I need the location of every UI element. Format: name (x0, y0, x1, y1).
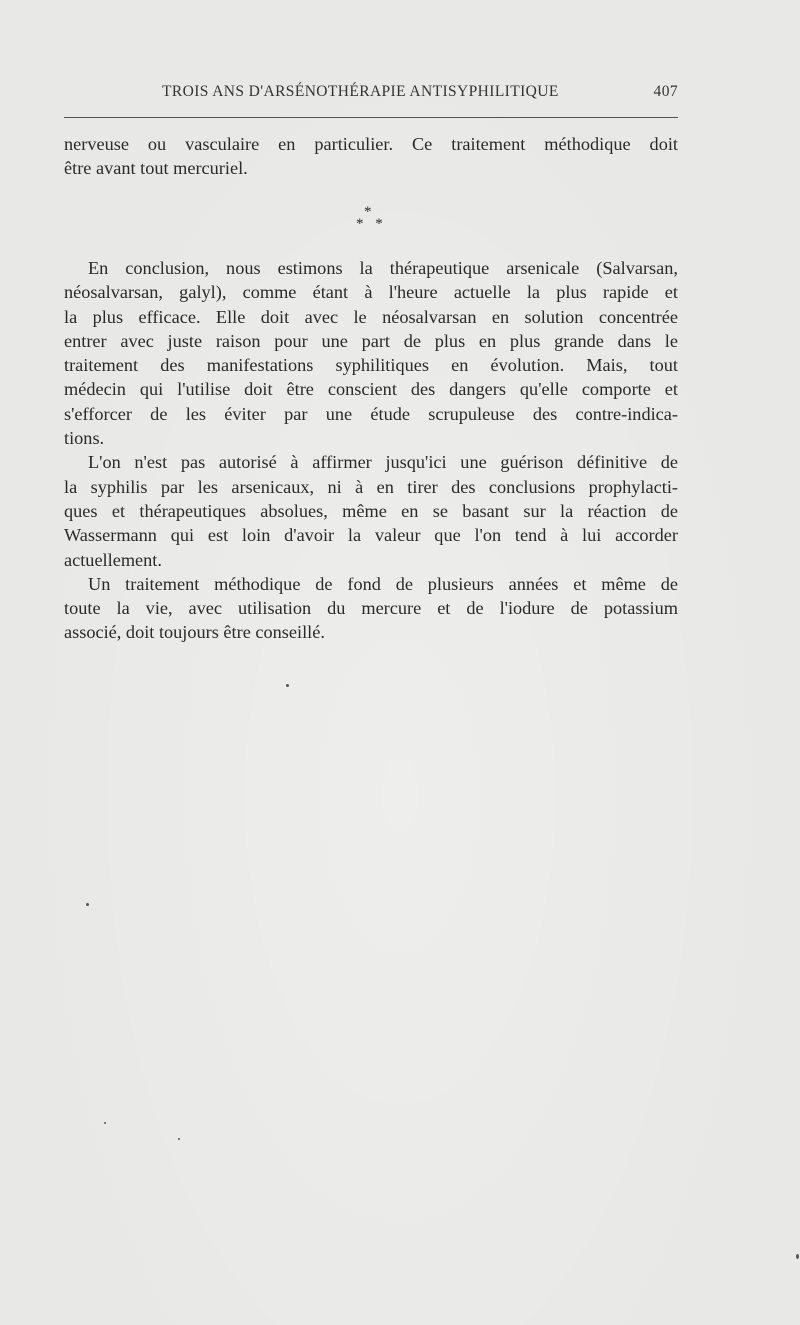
text-line: la syphilis par les arsenicaux, ni à en tirer des conclusions prophylacti- (64, 476, 678, 497)
print-speck (796, 1254, 799, 1259)
paragraph-2 (64, 256, 678, 450)
text-line: associé, doit toujours être conseillé. (64, 622, 325, 643)
header-rule (64, 117, 678, 118)
text-line: actuellement. (64, 549, 162, 570)
text-line: la plus efficace. Elle doit avec le néosalvarsan en solution concentrée (64, 306, 678, 327)
text-line: néosalvarsan, galyl), comme étant à l'heure actuelle la plus rapide et (64, 282, 678, 303)
running-title: TROIS ANS D'ARSÉNOTHÉRAPIE ANTISYPHILITIQUE (162, 83, 559, 100)
print-speck (286, 684, 289, 687)
print-speck (104, 1122, 106, 1124)
body-paragraphs (64, 256, 678, 645)
text-line: Un traitement méthodique de fond de plusieurs années et même de (88, 573, 678, 594)
text-line: nerveuse ou vasculaire en particulier. Ce traitement méthodique doit (64, 134, 678, 154)
print-speck (86, 903, 89, 906)
text-line: médecin qui l'utilise doit être conscient des dangers qu'elle comporte et (64, 379, 678, 400)
text-line: être avant tout mercuriel. (64, 158, 248, 179)
page-number: 407 (653, 83, 678, 100)
text-line: entrer avec juste raison pour une part de plus en plus grande dans le (64, 330, 678, 351)
text-line: toute la vie, avec utilisation du mercure et de l'iodure de potassium (64, 598, 678, 619)
asterism-bottom: * * (356, 216, 387, 232)
running-header (64, 83, 678, 105)
text-line: Wassermann qui est loin d'avoir la valeur que l'on tend à lui accorder (64, 525, 678, 546)
text-line: tions. (64, 428, 105, 449)
text-line: traitement des manifestations syphilitiques en évolution. Mais, tout (64, 355, 678, 376)
text-line: ques et thérapeutiques absolues, même en se basant sur la réaction de (64, 500, 678, 521)
text-line: En conclusion, nous estimons la thérapeutique arsenicale (Salvarsan, (88, 258, 678, 278)
paragraph-3 (64, 450, 678, 571)
asterism-top: * (364, 204, 372, 220)
paragraph-4 (64, 572, 678, 645)
print-speck (178, 1138, 180, 1140)
text-line: L'on n'est pas autorisé à affirmer jusqu'ici une guérison définitive de (88, 452, 678, 473)
text-line: s'efforcer de les éviter par une étude scrupuleuse des contre-indica- (64, 403, 678, 424)
section-separator (64, 132, 678, 232)
